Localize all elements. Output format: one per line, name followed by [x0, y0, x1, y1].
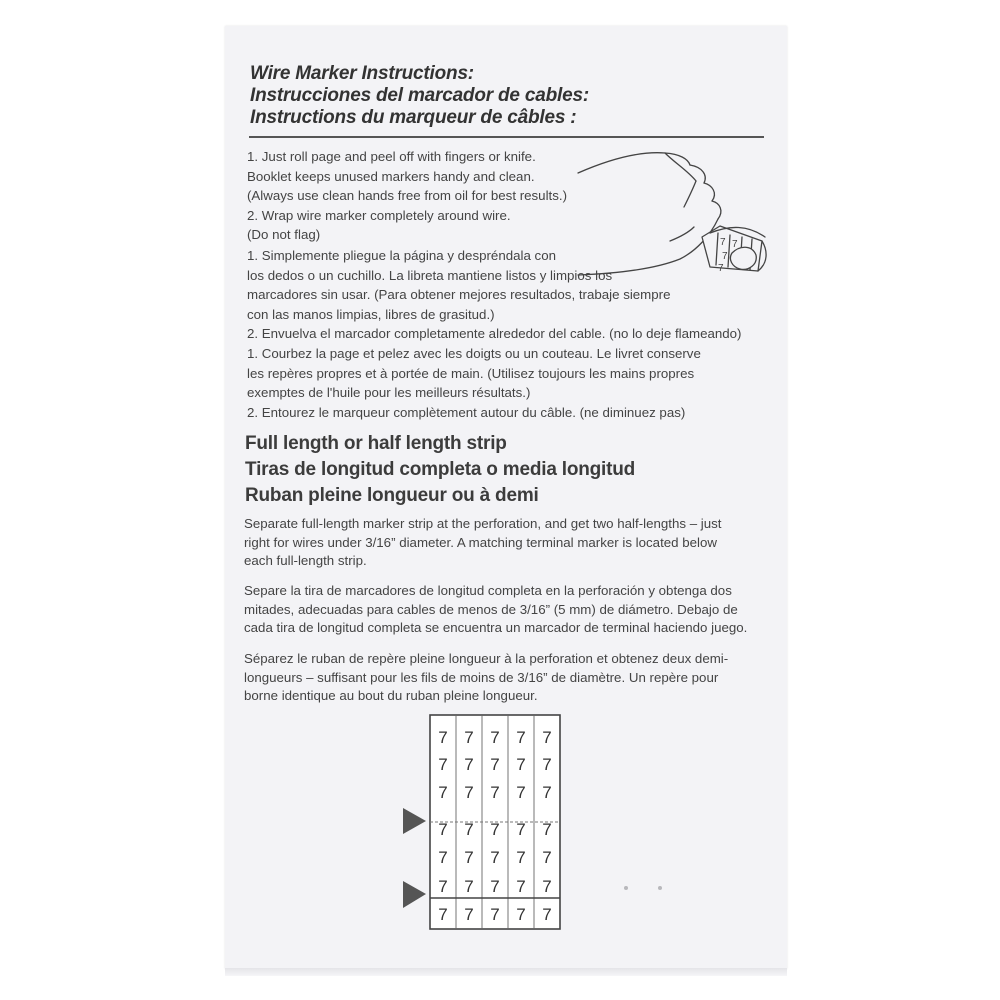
hole-mark	[658, 886, 662, 890]
marker-digit: 7	[438, 755, 448, 774]
marker-digit: 7	[438, 783, 448, 802]
heading-rule	[249, 136, 764, 138]
instruction-line: exemptes de l'huile pour les meilleurs résultats.)	[247, 385, 531, 400]
strip-paragraph-fr	[244, 650, 764, 706]
marker-strip-diagram	[400, 711, 570, 936]
strip-heading-fr: Ruban pleine longueur ou à demi	[245, 485, 539, 506]
marker-digit-glyph: 7	[732, 239, 738, 250]
marker-digit: 7	[542, 755, 552, 774]
strip-heading-es: Tiras de longitud completa o media longitud	[245, 459, 636, 480]
hand-wrapping-marker-illustration	[570, 141, 770, 286]
marker-digit: 7	[542, 820, 552, 839]
marker-digit: 7	[516, 820, 526, 839]
marker-digit: 7	[490, 820, 500, 839]
title-en: Wire Marker Instructions:	[250, 63, 474, 84]
marker-digit: 7	[438, 905, 448, 924]
instruction-line: 1. Simplemente pliegue la página y despréndala con	[247, 248, 556, 263]
marker-digit: 7	[490, 848, 500, 867]
instruction-line: (Always use clean hands free from oil for best results.)	[247, 188, 567, 203]
marker-digit-glyph: 7	[722, 251, 728, 262]
marker-digit: 7	[438, 877, 448, 896]
strip-paragraph-en	[244, 515, 764, 571]
paragraph-line: Separe la tira de marcadores de longitud completa en la perforación y obtenga dos	[244, 583, 732, 598]
marker-digit: 7	[438, 728, 448, 747]
marker-digit: 7	[464, 877, 474, 896]
paragraph-line: Separate full-length marker strip at the perforation, and get two half-lengths – just	[244, 516, 722, 531]
marker-digit: 7	[490, 877, 500, 896]
marker-digit: 7	[516, 755, 526, 774]
marker-digit-glyph: 7	[718, 263, 724, 274]
marker-digit: 7	[516, 877, 526, 896]
title-es: Instrucciones del marcador de cables:	[250, 85, 589, 106]
marker-digit: 7	[542, 848, 552, 867]
instruction-line: 1. Just roll page and peel off with fingers or knife.	[247, 149, 536, 164]
marker-digit: 7	[464, 755, 474, 774]
marker-digit: 7	[464, 820, 474, 839]
paragraph-line: longueurs – suffisant pour les fils de moins de 3/16” de diamètre. Un repère pour	[244, 669, 719, 685]
marker-digit: 7	[490, 783, 500, 802]
instruction-line: los dedos o un cuchillo. La libreta mantiene listos y limpios los	[247, 267, 613, 283]
marker-digit: 7	[490, 728, 500, 747]
marker-digit: 7	[542, 728, 552, 747]
marker-digit: 7	[542, 783, 552, 802]
marker-digit: 7	[464, 783, 474, 802]
instruction-line: 2. Wrap wire marker completely around wire.	[247, 207, 511, 223]
instruction-line: Booklet keeps unused markers handy and clean.	[247, 168, 535, 184]
instruction-line: les repères propres et à portée de main. (Utilisez toujours les mains propres	[247, 365, 695, 381]
marker-digit: 7	[438, 820, 448, 839]
marker-digit: 7	[516, 905, 526, 924]
paragraph-line: right for wires under 3/16” diameter. A matching terminal marker is located below	[244, 534, 717, 550]
marker-digit: 7	[542, 905, 552, 924]
perforation-arrow-icon	[403, 808, 426, 834]
title-fr: Instructions du marqueur de câbles :	[250, 107, 577, 128]
strip-heading-en: Full length or half length strip	[245, 433, 507, 454]
marker-digit: 7	[490, 755, 500, 774]
instructions-title	[250, 63, 589, 129]
instruction-line: (Do not flag)	[247, 227, 321, 242]
paragraph-line: each full-length strip.	[244, 553, 367, 568]
marker-digit: 7	[542, 877, 552, 896]
page-edge	[225, 968, 787, 976]
instruction-line: con las manos limpias, libres de grasitud.)	[247, 306, 495, 322]
marker-digit: 7	[464, 905, 474, 924]
marker-digit: 7	[490, 905, 500, 924]
paragraph-line: borne identique au bout du ruban pleine longueur.	[244, 688, 538, 703]
paragraph-line: mitades, adecuadas para cables de menos de 3/16” (5 mm) de diámetro. Debajo de	[244, 601, 738, 617]
hole-mark	[624, 886, 628, 890]
marker-digit: 7	[516, 728, 526, 747]
strip-paragraph-es	[244, 582, 764, 638]
paragraph-line: Séparez le ruban de repère pleine longueur à la perforation et obtenez deux demi-	[244, 651, 729, 666]
instruction-line: 2. Entourez le marqueur complètement autour du câble. (ne diminuez pas)	[247, 404, 686, 420]
paragraph-line: cada tira de longitud completa se encuentra un marcador de terminal haciendo juego.	[244, 620, 748, 635]
instruction-line: 2. Envuelva el marcador completamente alrededor del cable. (no lo deje flameando)	[247, 326, 742, 341]
instruction-line: 1. Courbez la page et pelez avec les doigts ou un couteau. Le livret conserve	[247, 346, 701, 361]
marker-digit: 7	[464, 848, 474, 867]
marker-digit: 7	[516, 848, 526, 867]
instruction-line: marcadores sin usar. (Para obtener mejores resultados, trabaje siempre	[247, 287, 671, 302]
strip-section-heading	[245, 431, 635, 509]
marker-digit: 7	[438, 848, 448, 867]
terminal-arrow-icon	[403, 881, 426, 908]
marker-digit: 7	[464, 728, 474, 747]
marker-digit: 7	[516, 783, 526, 802]
marker-digit-glyph: 7	[720, 237, 726, 248]
instruction-page	[225, 26, 787, 969]
instructions-fr	[247, 344, 772, 422]
